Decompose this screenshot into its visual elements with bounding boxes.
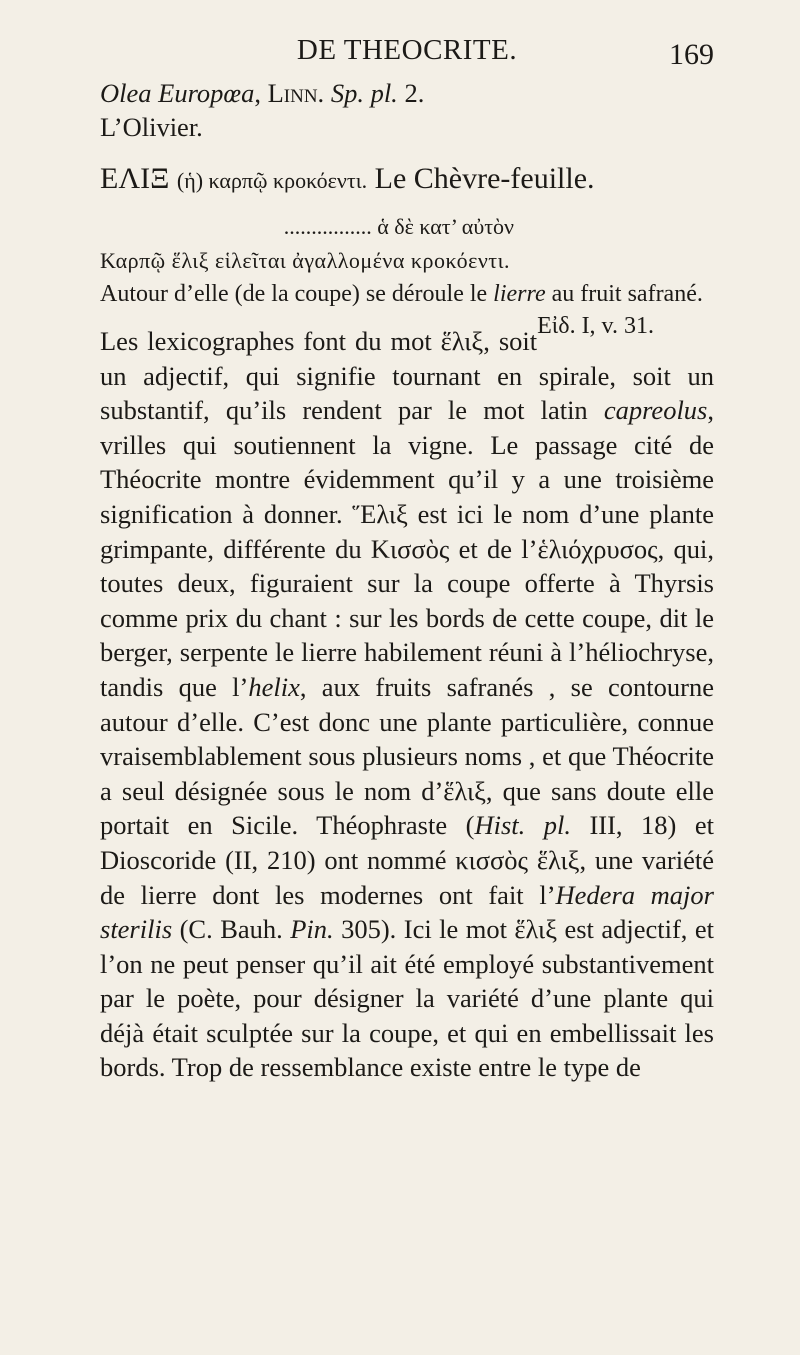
page-number: 169 bbox=[669, 38, 714, 71]
text-run-italic: helix bbox=[248, 671, 300, 702]
common-name: L’Olivier. bbox=[100, 112, 203, 142]
species-name: Olea Europœa bbox=[100, 78, 255, 108]
text-run-italic: capreolus bbox=[603, 395, 708, 426]
page-header bbox=[100, 34, 714, 74]
entry-olea: Olea Europœa, Linn. Sp. pl. 2. bbox=[100, 78, 425, 108]
translation-italic: lierre bbox=[493, 281, 546, 307]
verse-reference: Εἰδ. I, v. 31. bbox=[537, 313, 654, 339]
text-run-italic: Hedera major sterilis bbox=[100, 879, 714, 945]
text-run-italic: Hist. pl. bbox=[474, 810, 571, 841]
french-name: Le Chèvre-feuille. bbox=[374, 162, 595, 195]
text-run: III, 18) et Dioscoride (II, 210) ont nommé κισσὸς ἕλιξ, une variété de lierre dont les modernes ont fait l’ bbox=[100, 810, 714, 910]
text-run: Les lexicographes font du mot ἕλιξ, soit un adjectif, qui signifie tournant en spirale, soit un substantif, qu’ils rendent par le mot latin bbox=[100, 326, 714, 426]
translation-text-b: au fruit safrané. bbox=[551, 281, 703, 307]
greek-epithet: (ἡ) καρπῷ κροκόεντι. bbox=[176, 168, 368, 193]
authority: Linn. bbox=[267, 78, 325, 108]
translation-text-a: Autour d’elle (de la coupe) se déroule le bbox=[100, 281, 488, 307]
reference-work: Sp. pl. bbox=[330, 78, 398, 108]
reference-number: 2. bbox=[404, 78, 425, 108]
text-run-italic: Pin. bbox=[290, 914, 334, 945]
commentary-paragraph bbox=[100, 324, 714, 1085]
text-run: 305). Ici le mot ἕλιξ est adjectif, et l’on ne peut penser qu’il ait été employé substantivement par le poète, pour désigner la variété d’une plante qui déjà était sculptée sur la coupe, et qui en embellissait les bords. Trop de ressemblance existe entre le type de bbox=[100, 914, 714, 1083]
greek-headword: ΕΛΙΞ bbox=[100, 162, 170, 195]
text-run: , aux fruits safranés , se contourne autour d’elle. C’est donc une plante particulière, connue vraisemblablement sous plusieurs noms , et que Théocrite a seul désignée sous le nom d’ἕλιξ, que sans doute elle portait en Sicile. Théophraste ( bbox=[100, 671, 715, 841]
verse-text-1: ἁ δὲ κατ’ αὐτὸν bbox=[377, 214, 514, 239]
verse-dots: ................ bbox=[283, 214, 372, 239]
text-run: , vrilles qui soutiennent la vigne. Le passage cité de Théocrite montre évidemment qu’il y a une troisième signification à donner. Ἕλιξ est ici le nom d’une plante grimpante, différente du Κισσὸς et de l’ἑλιόχρυσος, qui, toutes deux, figuraient sur la coupe offerte à Thyrsis comme prix du chant : sur les bords de cette coupe, dit le berger, serpente le lierre habilement réuni à l’héliochryse, tandis que l’ bbox=[100, 395, 714, 702]
verse-line-1 bbox=[100, 210, 714, 244]
entry-helix-heading bbox=[100, 162, 714, 198]
page-body bbox=[100, 76, 714, 1085]
text-run: (C. Bauh. bbox=[172, 914, 291, 945]
commentary-text bbox=[100, 324, 714, 1085]
running-title: DE THEOCRITE. bbox=[296, 34, 518, 66]
verse-translation bbox=[100, 278, 714, 339]
verse-line-2: Καρπῷ ἕλιξ εἱλεῖται ἀγαλλομένα κροκόεντι. bbox=[100, 248, 511, 273]
